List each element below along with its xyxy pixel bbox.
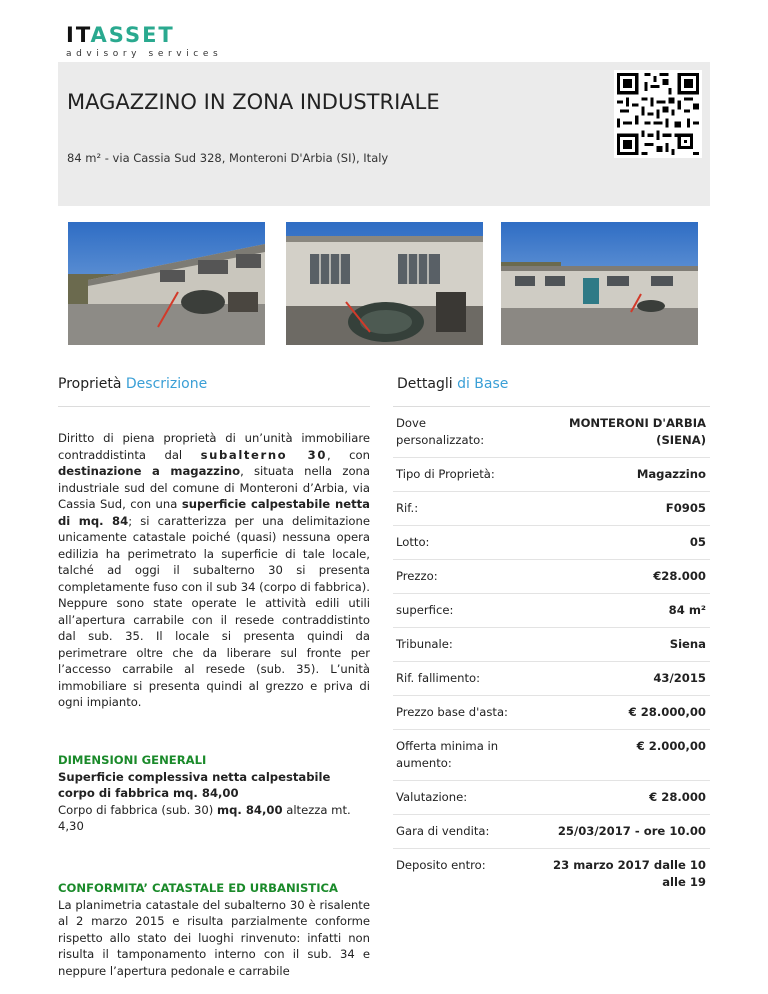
details-row: Prezzo base d'asta: € 28.000,00: [393, 696, 710, 730]
page-title: MAGAZZINO IN ZONA INDUSTRIALE: [67, 90, 440, 114]
dimensions-detail: Corpo di fabbrica (sub. 30) mq. 84,00 altezza mt. 4,30: [58, 802, 351, 833]
property-description: Diritto di piena proprietà di un’unità immobiliare contraddistinta dal subalterno 30, con destinazione a magazzino, situata nella zona industriale sud del comune di Monteroni d’Arbia, via Cassia Sud, con una superficie calpestabile netta di mq. 84; si caratterizza per una delimitazione unicamente catastale poiché (quasi) nessuna opera edilizia ha perimetrato la superficie di tale locale, talché ad oggi il subalterno 30 si presenta completamente fuso con il sub 34 (corpo di fabbrica). Neppure sono state operate le attività edili utili all’apertura carrabile con il resede contraddistinto dal sub. 35. Il locale si presenta quindi da perimetrare oltre che da liberare sul fronte per l’accesso carrabile al resede (sub. 35). L’unità immobiliare si presenta quindi al grezzo e priva di ogni impianto.: [58, 431, 371, 709]
details-row: Tribunale: Siena: [393, 628, 710, 662]
details-table: [393, 407, 710, 899]
details-row: Rif.: F0905: [393, 492, 710, 526]
divider: [58, 406, 370, 407]
details-row: Deposito entro: 23 marzo 2017 dalle 10 alle 19: [396, 858, 706, 889]
details-row: Prezzo: €28.000: [393, 560, 710, 594]
details-row: Rif. fallimento: 43/2015: [393, 662, 710, 696]
logo: [66, 24, 222, 59]
details-row: Offerta minima in aumento: € 2.000,00: [393, 730, 710, 781]
details-section-title: Dettagli di Base: [397, 376, 509, 392]
dimensions-block: [58, 752, 370, 835]
conformity-text: La planimetria catastale del subalterno 30 è risalente al 2 marzo 2015 e risulta parzialmente conforme rispetto allo stato dei luoghi rinvenuto: infatti non risulta il tamponamento interno con il sub. 34 e neppure l’apertura pedonale e carrabile: [58, 897, 370, 978]
property-photo-2[interactable]: [286, 222, 483, 345]
description-section-title: Proprietà Descrizione: [58, 376, 208, 392]
details-row: Gara di vendita: 25/03/2017 - ore 10.00: [393, 815, 710, 849]
details-row: superfice: 84 m²: [393, 594, 710, 628]
property-header: [58, 62, 710, 206]
logo-wordmark: ITASSET: [66, 23, 175, 47]
property-photo-3[interactable]: [501, 222, 698, 345]
dimensions-heading: DIMENSIONI GENERALI: [58, 753, 207, 767]
conformity-heading: CONFORMITA’ CATASTALE ED URBANISTICA: [58, 881, 339, 895]
details-row: Tipo di Proprietà: Magazzino: [393, 458, 710, 492]
property-address: 84 m² - via Cassia Sud 328, Monteroni D'Arbia (SI), Italy: [67, 151, 389, 165]
property-photo-1[interactable]: [68, 222, 265, 345]
dimensions-total: Superficie complessiva netta calpestabile corpo di fabbrica mq. 84,00: [58, 769, 331, 800]
details-row: Dove personalizzato: MONTERONI D'ARBIA (SIENA): [393, 407, 710, 458]
details-row: Valutazione: € 28.000: [393, 781, 710, 815]
details-row: Lotto: 05: [393, 526, 710, 560]
qr-code-icon: [614, 70, 702, 158]
logo-tagline: advisory services: [66, 49, 223, 59]
conformity-block: [58, 880, 370, 979]
